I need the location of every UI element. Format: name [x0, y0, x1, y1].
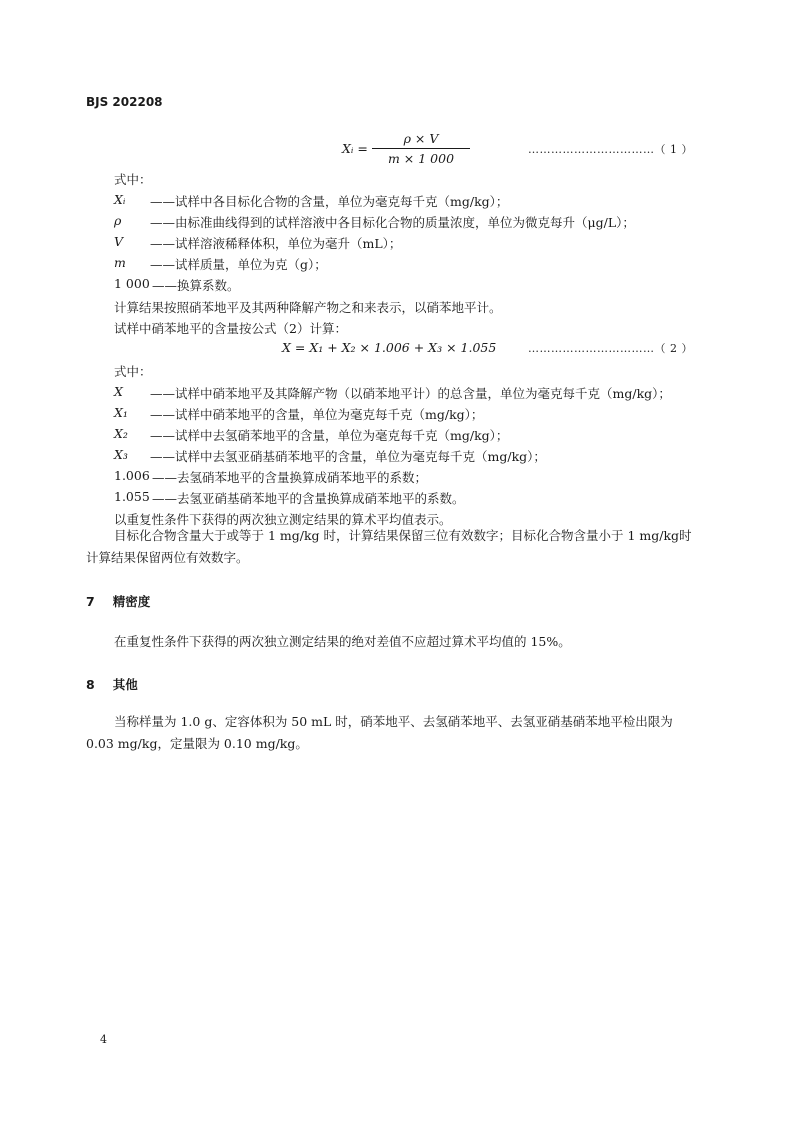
def-symbol: X₂ — [114, 426, 128, 441]
section-8-heading — [86, 675, 138, 693]
def-symbol: X₁ — [114, 405, 128, 420]
def-text: ——去氢硝苯地平的含量换算成硝苯地平的系数； — [152, 470, 428, 485]
fraction-bar — [372, 148, 470, 149]
section-7-number: 7 — [86, 594, 95, 609]
def-text: ——试样中各目标化合物的含量，单位为毫克每千克（mg/kg）； — [150, 194, 509, 209]
formula-1-denominator: m × 1 000 — [387, 151, 455, 166]
document-code: BJS 202208 — [86, 95, 163, 109]
page-number: 4 — [100, 1033, 107, 1046]
def-symbol: Xᵢ — [114, 192, 126, 207]
section-8-title: 其他 — [112, 677, 138, 692]
note-formula-2-intro: 试样中硝苯地平的含量按公式（2）计算： — [114, 321, 347, 336]
formula-2-number: ……………………………（ 2 ） — [528, 342, 693, 355]
note-significant-figures: 目标化合物含量大于或等于 1 mg/kg 时，计算结果保留三位有效数字；目标化合物含量小于 1 mg/kg时计算结果保留两位有效数字。 — [86, 528, 692, 565]
def-symbol: 1.006 — [114, 468, 150, 483]
formula-1-number: ……………………………（ 1 ） — [528, 143, 693, 156]
def-text: ——去氢亚硝基硝苯地平的含量换算成硝苯地平的系数。 — [152, 491, 465, 506]
note-average: 以重复性条件下获得的两次独立测定结果的算术平均值表示。 — [114, 512, 452, 527]
formula-1-lhs: Xᵢ = — [342, 141, 368, 156]
def-text: ——试样中硝苯地平及其降解产物（以硝苯地平计）的总含量，单位为毫克每千克（mg/kg）； — [150, 386, 671, 401]
def-text: ——换算系数。 — [152, 278, 240, 293]
def-text: ——试样溶液稀释体积，单位为毫升（mL）； — [150, 236, 402, 251]
section-8-body: 当称样量为 1.0 g、定容体积为 50 mL 时，硝苯地平、去氢硝苯地平、去氢亚硝基硝苯地平检出限为 0.03 mg/kg，定量限为 0.10 mg/kg。 — [86, 714, 673, 751]
section-8-number: 8 — [86, 677, 95, 692]
formula-1 — [342, 131, 492, 167]
def-symbol: X₃ — [114, 447, 128, 462]
def-text: ——试样质量，单位为克（g）； — [150, 257, 327, 272]
def-symbol: V — [114, 234, 124, 249]
def-text: ——试样中硝苯地平的含量，单位为毫克每千克（mg/kg）； — [150, 407, 484, 422]
def-symbol: 1.055 — [114, 489, 150, 504]
where-label-2: 式中： — [114, 364, 152, 379]
formula-2: X = X₁ + X₂ × 1.006 + X₃ × 1.055 — [282, 340, 497, 355]
def-symbol: 1 000 — [114, 276, 150, 291]
def-text: ——试样中去氢硝苯地平的含量，单位为毫克每千克（mg/kg）； — [150, 428, 509, 443]
def-symbol: m — [114, 255, 126, 270]
def-text: ——由标准曲线得到的试样溶液中各目标化合物的质量浓度，单位为微克每升（μg/L）； — [150, 215, 635, 230]
def-text: ——试样中去氢亚硝基硝苯地平的含量，单位为毫克每千克（mg/kg）； — [150, 449, 546, 464]
section-7-body: 在重复性条件下获得的两次独立测定结果的绝对差值不应超过算术平均值的 15%。 — [114, 634, 571, 649]
section-7-title: 精密度 — [112, 594, 151, 609]
section-7-heading — [86, 592, 150, 610]
formula-1-numerator: ρ × V — [403, 131, 439, 146]
def-symbol: ρ — [114, 213, 122, 228]
def-symbol: X — [114, 384, 123, 399]
note-sum: 计算结果按照硝苯地平及其两种降解产物之和来表示，以硝苯地平计。 — [114, 300, 502, 315]
where-label: 式中： — [114, 172, 152, 187]
